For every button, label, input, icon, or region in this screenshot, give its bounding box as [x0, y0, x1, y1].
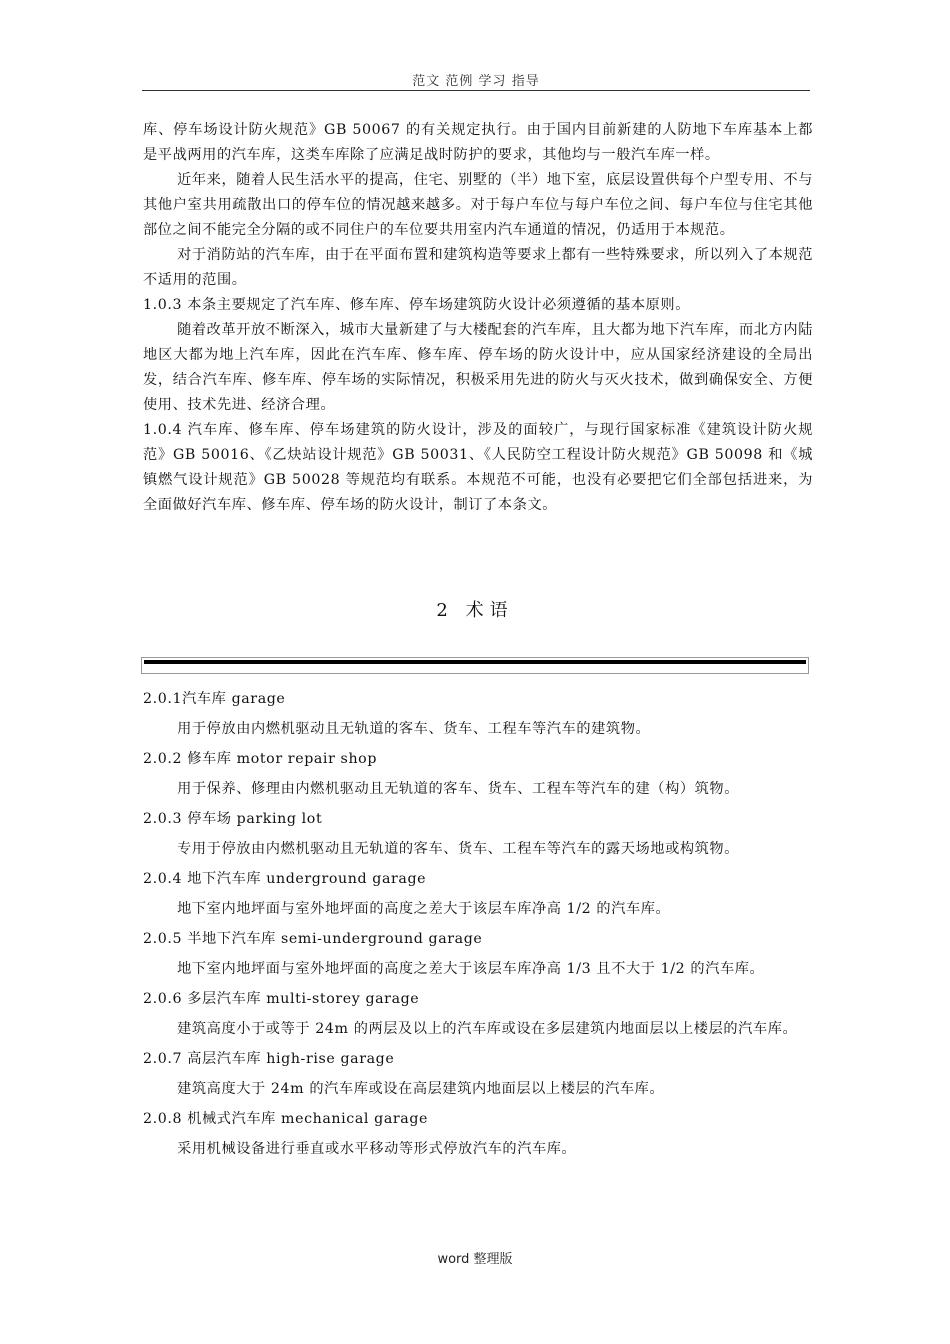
term-item [143, 1104, 813, 1164]
term-title: 2.0.8 机械式汽车库 mechanical garage [143, 1111, 429, 1127]
page-footer: word 整理版 [437, 1252, 513, 1267]
term-title: 2.0.1汽车库 garage [143, 691, 286, 707]
term-title: 2.0.5 半地下汽车库 semi-underground garage [143, 931, 483, 947]
term-definition: 地下室内地坪面与室外地坪面的高度之差大于该层车库净高 1/3 且不大于 1/2 的汽车库。 [177, 961, 765, 977]
paragraph: 库、停车场设计防火规范》GB 50067 的有关规定执行。由于国内目前新建的人防地下车库基本上都是平战两用的汽车库，这类车库除了应满足战时防护的要求，其他均与一般汽车库一样。 [143, 122, 813, 163]
paragraph: 1.0.3 本条主要规定了汽车库、修车库、停车场建筑防火设计必须遵循的基本原则。 [143, 297, 690, 313]
term-definition: 采用机械设备进行垂直或水平移动等形式停放汽车的汽车库。 [177, 1141, 577, 1157]
term-title: 2.0.4 地下汽车库 underground garage [143, 871, 427, 887]
term-definition: 用于保养、修理由内燃机驱动且无轨道的客车、货车、工程车等汽车的建（构）筑物。 [177, 781, 740, 797]
paragraph: 对于消防站的汽车库，由于在平面布置和建筑构造等要求上都有一些特殊要求，所以列入了本规范不适用的范围。 [143, 247, 813, 288]
term-title: 2.0.2 修车库 motor repair shop [143, 751, 378, 767]
term-definition: 地下室内地坪面与室外地坪面的高度之差大于该层车库净高 1/2 的汽车库。 [177, 901, 671, 917]
term-title: 2.0.3 停车场 parking lot [143, 811, 323, 827]
term-item [143, 684, 813, 744]
body-text [143, 118, 813, 518]
term-title: 2.0.6 多层汽车库 multi-storey garage [143, 991, 420, 1007]
page-header: 范文 范例 学习 指导 [142, 70, 810, 91]
term-item [143, 924, 813, 984]
paragraph: 1.0.4 汽车库、修车库、停车场建筑的防火设计，涉及的面较广，与现行国家标准《建筑设计防火规范》GB 50016、《乙炔站设计规范》GB 50031、《人民防空工程设计防火规范》GB 50098 和《城镇燃气设计规范》GB 50028 等规范均有联系。本规范不可能，也没有必要把它们全部包括进来，为全面做好汽车库、修车库、停车场的防火设计，制订了本条文。 [143, 422, 813, 513]
term-title: 2.0.7 高层汽车库 high-rise garage [143, 1051, 395, 1067]
terms-list [143, 684, 813, 1164]
chapter-title: 2 术语 [436, 600, 514, 621]
term-item [143, 744, 813, 804]
term-definition: 用于停放由内燃机驱动且无轨道的客车、货车、工程车等汽车的建筑物。 [177, 721, 651, 737]
term-item [143, 804, 813, 864]
term-definition: 建筑高度小于或等于 24m 的两层及以上的汽车库或设在多层建筑内地面层以上楼层的汽车库。 [177, 1021, 798, 1037]
section-divider [141, 657, 809, 674]
paragraph: 近年来，随着人民生活水平的提高，住宅、别墅的（半）地下室，底层设置供每个户型专用、不与其他户室共用疏散出口的停车位的情况越来越多。对于每户车位与每户车位之间、每户车位与住宅其他部位之间不能完全分隔的或不同住户的车位要共用室内汽车通道的情况，仍适用于本规范。 [143, 172, 813, 238]
term-definition: 专用于停放由内燃机驱动且无轨道的客车、货车、工程车等汽车的露天场地或构筑物。 [177, 841, 740, 857]
term-item [143, 864, 813, 924]
term-item [143, 984, 813, 1044]
term-definition: 建筑高度大于 24m 的汽车库或设在高层建筑内地面层以上楼层的汽车库。 [177, 1081, 665, 1097]
paragraph: 随着改革开放不断深入，城市大量新建了与大楼配套的汽车库，且大都为地下汽车库，而北方内陆地区大都为地上汽车库，因此在汽车库、修车库、停车场的防火设计中，应从国家经济建设的全局出发，结合汽车库、修车库、停车场的实际情况，积极采用先进的防火与灭火技术，做到确保安全、方便使用、技术先进、经济合理。 [143, 322, 813, 413]
divider-bar [144, 660, 806, 664]
term-item [143, 1044, 813, 1104]
